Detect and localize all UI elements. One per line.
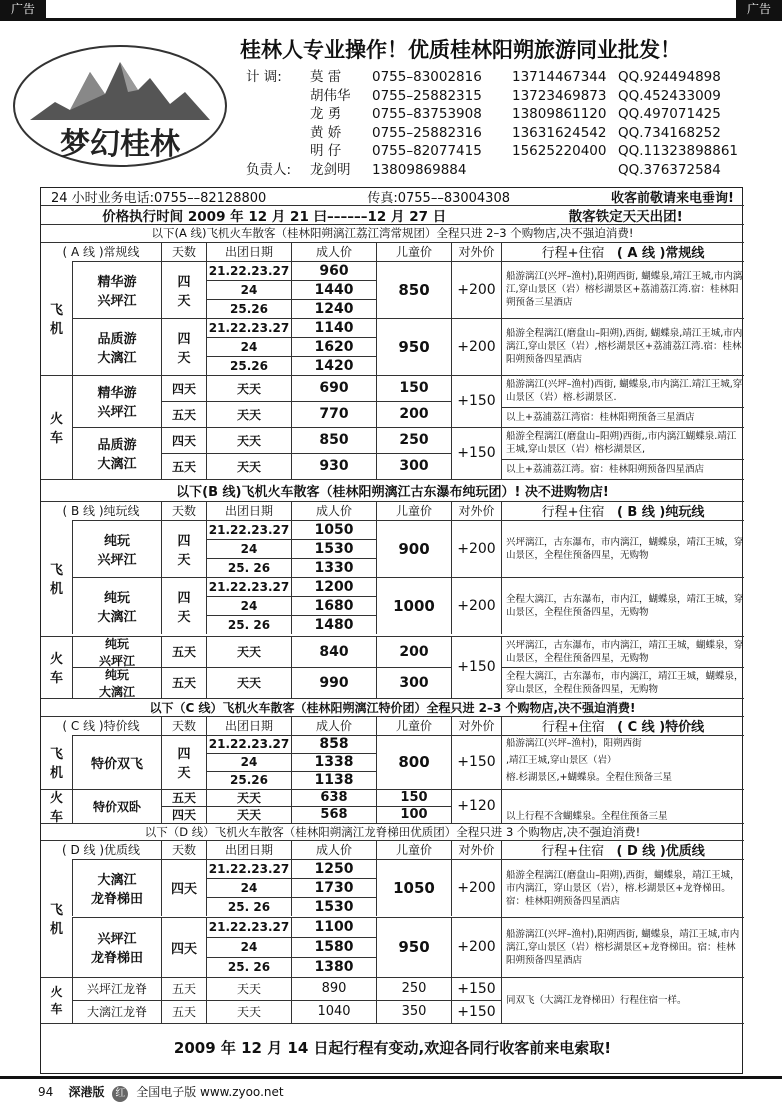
grid-line (206, 280, 376, 281)
route-days: 五天 (161, 977, 206, 1000)
contact-qq: QQ.376372584 (618, 161, 721, 178)
col-header-adult: 成人价 (291, 840, 376, 859)
adult-price: 1420 (291, 356, 376, 375)
col-header-start: 出团日期 (206, 242, 291, 261)
route-name: 大漓江龙脊 (72, 1000, 161, 1023)
external-price: +200 (451, 318, 501, 375)
section-title-a: 以下(A 线)飞机火车散客（桂林阳朔漓江荔江湾常规团）全程只进 2–3 个购物店,决不强迫消费! (151, 226, 634, 240)
transport-train: 火 车 (50, 985, 63, 1016)
route-name: 纯玩 大漓江 (72, 577, 161, 634)
hot-badge: 红 (112, 1086, 128, 1102)
col-header-line: ( D 线 )优质线 (61, 843, 141, 857)
trip-desc: 兴坪漓江，古东瀑布，市内漓江，靖江王城，蝴蝶泉，穿山景区，全程住预备四星，无购物 (501, 636, 744, 667)
info-row-2 (41, 205, 744, 224)
col-header-adult: 成人价 (291, 242, 376, 261)
start-date: 24 (206, 337, 291, 356)
contact-name: 明 仔 (310, 143, 342, 159)
trip-desc: 船游全程漓江(磨盘山–阳朔),西街，蝴蝶泉，靖江王城，市内漓江，穿山景区（岩），榕.杉湖景区+龙脊梯田。宿：桂林阳朔预备四星酒店 (501, 859, 744, 917)
company-logo (10, 42, 230, 170)
section-title-b: 以下(B 线)飞机火车散客（桂林阳朔漓江古东瀑布纯玩团）! 决不进购物店! (176, 484, 609, 500)
contact-qq: QQ.11323898861 (618, 143, 739, 159)
start-date: 天天 (206, 636, 291, 667)
trip-label: 行程+住宿 (541, 844, 605, 859)
trip-label: 行程+住宿 (541, 246, 605, 261)
child-price: 950 (376, 318, 451, 375)
transport-train: 火 车 (49, 791, 63, 823)
col-header-start: 出团日期 (206, 716, 291, 735)
contact-tel: 0755–82077415 (372, 143, 482, 159)
col-header-days: 天数 (161, 716, 206, 735)
start-date: 天天 (206, 789, 291, 806)
route-days: 五天 (161, 401, 206, 427)
col-header-ext: 对外价 (451, 242, 501, 261)
grid-line (72, 427, 744, 428)
site: 全国电子版 www.zyoo.net (136, 1085, 284, 1099)
contact-mobile: 13723469873 (512, 87, 607, 104)
start-date: 21.22.23.27 (206, 735, 291, 753)
adult-price: 1330 (291, 558, 376, 577)
route-name: 特价双卧 (72, 789, 161, 823)
start-date: 21.22.23.27 (206, 917, 291, 937)
route-days: 五天 (161, 789, 206, 806)
price-period: 价格执行时间 2009 年 12 月 21 曰––––––12 月 27 日 (102, 208, 447, 224)
adult-price: 1200 (291, 577, 376, 596)
col-header-line: ( C 线 )特价线 (62, 719, 140, 733)
grid-line (501, 667, 744, 668)
price-sheet (40, 187, 743, 1074)
route-name: 品质游 大漓江 (72, 427, 161, 479)
trip-line-label: ( A 线 )常规线 (616, 246, 705, 261)
external-price: +150 (451, 735, 501, 789)
adult-price: 1440 (291, 280, 376, 299)
child-price: 100 (376, 806, 451, 823)
external-price: +150 (451, 636, 501, 698)
adult-price: 770 (291, 401, 376, 427)
grid-line (41, 716, 744, 717)
grid-line (161, 453, 451, 454)
transport-plane: 飞 机 (49, 303, 63, 337)
route-days: 四天 (161, 917, 206, 977)
start-date: 25.26 (206, 299, 291, 318)
grid-line (41, 840, 744, 841)
route-name: 兴坪江龙脊 (72, 977, 161, 1000)
trip-line: 榕.杉湖景区,+蝴蝶泉。全程住预备三星 (506, 772, 672, 783)
route-days: 四天 (161, 427, 206, 453)
trip-label: 行程+住宿 (541, 505, 605, 520)
grid-line (41, 242, 744, 243)
contact-mobile: 13714467344 (512, 69, 607, 85)
start-date: 天天 (206, 375, 291, 401)
start-date: 天天 (206, 401, 291, 427)
adult-price: 638 (291, 789, 376, 806)
top-rule (0, 18, 782, 21)
start-date: 25. 26 (206, 615, 291, 634)
adult-price: 1040 (291, 1000, 376, 1023)
start-date: 21.22.23.27 (206, 577, 291, 596)
transport-plane: 飞 机 (49, 747, 63, 781)
adult-price: 930 (291, 453, 376, 479)
adult-price: 1338 (291, 753, 376, 771)
child-price: 150 (376, 789, 451, 806)
external-price: +150 (451, 977, 501, 1000)
start-date: 21.22.23.27 (206, 261, 291, 280)
grid-line (72, 667, 451, 668)
adult-price: 858 (291, 735, 376, 753)
external-price: +200 (451, 520, 501, 577)
col-header-line: ( B 线 )纯玩线 (62, 504, 140, 518)
trip-desc: 全程大漓江，古东瀑布，市内江，蝴蝶泉，靖江王城，穿山景区，全程住预备四星，无购物 (501, 577, 744, 634)
adult-price: 1380 (291, 957, 376, 977)
route-name: 纯玩 兴坪江 (72, 520, 161, 577)
trip-line-label: ( B 线 )纯玩线 (616, 505, 705, 520)
trip-line-label: ( C 线 )特价线 (617, 720, 705, 735)
col-header-start: 出团日期 (206, 501, 291, 520)
contact-name: 胡伟华 (310, 87, 351, 104)
closing-note: 2009 年 12 月 14 日起行程有变动,欢迎各同行收客前来电索取! (173, 1039, 612, 1057)
adult-price: 1050 (291, 520, 376, 539)
fax: 传真:0755––83004308 (367, 191, 510, 205)
start-date: 24 (206, 596, 291, 615)
start-date: 21.22.23.27 (206, 859, 291, 878)
start-date: 21.22.23.27 (206, 318, 291, 337)
trip-label: 行程+住宿 (541, 720, 605, 735)
start-date: 25.26 (206, 771, 291, 789)
col-header-trip (501, 501, 744, 520)
call-note: 收客前敬请来电垂询! (611, 191, 734, 205)
adult-price: 1620 (291, 337, 376, 356)
trip-desc: 船游全程漓江(磨盘山–阳朔)西街,,市内漓江蝴蝶泉.靖江王城,穿山景区（岩）榕杉湖景区, (501, 427, 744, 459)
col-header-days: 天数 (161, 242, 206, 261)
start-date: 天天 (206, 977, 291, 1000)
start-date: 24 (206, 280, 291, 299)
route-name: 纯玩 兴坪江 (72, 636, 161, 667)
contact-tel: 13809869884 (372, 161, 467, 178)
child-price: 950 (376, 917, 451, 977)
adult-price: 1140 (291, 318, 376, 337)
child-price: 900 (376, 520, 451, 577)
trip-desc: 船游漓江(兴坪–渔村),阳朔西街, 蝴蝶泉，靖江王城,市内漓江,穿山景区（岩）榕杉湖景区+龙脊梯田。宿：桂林阳朔预备四星酒店 (501, 917, 744, 977)
start-date: 25. 26 (206, 897, 291, 916)
col-header-adult: 成人价 (291, 501, 376, 520)
trip-desc: 船游全程漓江(磨盘山–阳朔),西街, 蝴蝶泉,靖江王城,市内漓江,穿山景区（岩）,榕杉湖景区+荔浦荔江湾.宿：桂林阳朔预备四星酒店 (501, 318, 744, 375)
grid-line (206, 299, 376, 300)
contact-name: 龙剑明 (310, 161, 351, 178)
contact-tel: 0755–83002816 (372, 69, 482, 85)
route-name: 大漓江 龙脊梯田 (72, 859, 161, 916)
col-header-ext: 对外价 (451, 501, 501, 520)
grid-line (41, 501, 744, 502)
grid-line (206, 771, 376, 772)
col-header-line: ( A 线 )常规线 (62, 245, 140, 259)
adult-price: 568 (291, 806, 376, 823)
start-date: 24 (206, 539, 291, 558)
child-price: 1050 (376, 859, 451, 916)
adult-price: 960 (291, 261, 376, 280)
adult-price: 1240 (291, 299, 376, 318)
contact-qq: QQ.924494898 (618, 69, 721, 85)
trip-desc (501, 735, 744, 789)
adult-price: 840 (291, 636, 376, 667)
contact-qq: QQ.497071425 (618, 106, 721, 122)
grid-line (206, 937, 376, 938)
col-header-start: 出团日期 (206, 840, 291, 859)
grid-line (161, 806, 451, 807)
contact-mobile: 13631624542 (512, 124, 607, 141)
trip-desc: 船游漓江(兴坪–渔村),阳朔西街, 蝴蝶泉,靖江王城,市内漓江,穿山景区（岩）榕杉湖景区+荔浦荔江湾.宿：桂林阳朔预备三星酒店 (501, 261, 744, 318)
start-date: 天天 (206, 453, 291, 479)
grid-line (206, 539, 376, 540)
grid-line (206, 356, 376, 357)
route-days: 四 天 (161, 261, 206, 318)
route-days: 四 天 (161, 577, 206, 634)
route-name: 兴坪江 龙脊梯田 (72, 917, 161, 977)
section-title-d: 以下（D 线）飞机火车散客（桂林阳朔漓江龙脊梯田优质团）全程只进 3 个购物店,决不强迫消费! (144, 824, 641, 839)
external-price: +200 (451, 261, 501, 318)
trip-desc: 船游漓江(兴坪–渔村)西街, 蝴蝶泉,市内漓江.靖江王城,穿山景区（岩）榕.杉湖景区. (501, 375, 744, 407)
contact-role: 计 调: (246, 69, 282, 85)
route-days: 四天 (161, 806, 206, 823)
child-price: 300 (376, 453, 451, 479)
child-price: 350 (376, 1000, 451, 1023)
page-number: 94 (38, 1085, 54, 1099)
grid-line (206, 753, 376, 754)
daily-note: 散客铁定天天出团! (568, 208, 683, 224)
start-date: 24 (206, 753, 291, 771)
hotline: 24 小时业务电话:0755––82128800 (51, 191, 267, 205)
route-days: 四 天 (161, 520, 206, 577)
transport-plane: 飞 机 (49, 903, 63, 937)
start-date: 天天 (206, 667, 291, 698)
grid-line (161, 401, 451, 402)
col-header-trip (501, 242, 744, 261)
external-price: +150 (451, 427, 501, 479)
start-date: 天天 (206, 427, 291, 453)
adult-price: 690 (291, 375, 376, 401)
child-price: 150 (376, 375, 451, 401)
route-name: 特价双飞 (72, 735, 161, 789)
route-name: 精华游 兴坪江 (72, 261, 161, 318)
child-price: 200 (376, 401, 451, 427)
external-price: +150 (451, 375, 501, 427)
trip-line-label: ( D 线 )优质线 (616, 844, 705, 859)
contact-mobile: 15625220400 (512, 143, 607, 159)
adult-price: 1680 (291, 596, 376, 615)
grid-line (206, 897, 376, 898)
adult-price: 1530 (291, 539, 376, 558)
start-date: 天天 (206, 1000, 291, 1023)
adult-price: 990 (291, 667, 376, 698)
external-price: +200 (451, 917, 501, 977)
route-days: 四 天 (161, 735, 206, 789)
trip-desc: 全程大漓江，古东瀑布，市内漓江，靖江王城，蝴蝶泉，穿山景区，全程住预备四星，无购物 (501, 667, 744, 698)
route-days: 四天 (161, 375, 206, 401)
external-price: +120 (451, 789, 501, 823)
trip-desc: 以上+荔浦荔江湾宿：桂林阳朔预备三星酒店 (501, 407, 744, 427)
adult-price: 1730 (291, 878, 376, 897)
contact-role: 负责人: (246, 161, 292, 178)
external-price: +200 (451, 577, 501, 634)
adult-price: 1480 (291, 615, 376, 634)
transport-train: 火 车 (49, 652, 63, 686)
route-days: 五天 (161, 1000, 206, 1023)
adult-price: 850 (291, 427, 376, 453)
contact-mobile: 13809861120 (512, 106, 607, 122)
col-header-child: 儿童价 (376, 242, 451, 261)
trip-desc: 以上行程不含蝴蝶泉。全程住预备三星 (501, 789, 744, 823)
start-date: 25. 26 (206, 558, 291, 577)
child-price: 850 (376, 261, 451, 318)
col-header-trip (501, 840, 744, 859)
grid-line (72, 1000, 501, 1001)
col-header-trip (501, 716, 744, 735)
start-date: 24 (206, 878, 291, 897)
contact-name: 黄 娇 (310, 124, 342, 141)
col-header-ext: 对外价 (451, 840, 501, 859)
trip-desc: 以上+荔浦荔江湾。宿：桂林阳朔预备四星酒店 (501, 459, 744, 479)
col-header-days: 天数 (161, 840, 206, 859)
adult-price: 1530 (291, 897, 376, 916)
ad-tag-left: 广告 (0, 0, 46, 18)
ad-tag-right: 广告 (736, 0, 782, 18)
start-date: 25.26 (206, 356, 291, 375)
section-title-c: 以下（C 线）飞机火车散客（桂林阳朔漓江特价团）全程只进 2–3 个购物店,决不强迫消费! (149, 700, 636, 715)
col-header-adult: 成人价 (291, 716, 376, 735)
grid-line (501, 459, 744, 460)
transport-train: 火 车 (49, 412, 63, 446)
contact-name: 龙 勇 (310, 106, 342, 122)
transport-plane: 飞 机 (49, 563, 63, 597)
trip-desc: 同双飞（大漓江龙脊梯田）行程住宿一样。 (501, 977, 744, 1023)
trip-line: ,靖江王城,穿山景区（岩） (506, 755, 617, 766)
child-price: 300 (376, 667, 451, 698)
contact-qq: QQ.734168252 (618, 124, 721, 141)
col-header-child: 儿童价 (376, 501, 451, 520)
grid-line (206, 596, 376, 597)
adult-price: 1250 (291, 859, 376, 878)
grid-line (501, 407, 744, 408)
start-date: 天天 (206, 806, 291, 823)
trip-desc: 兴坪漓江，古东瀑布，市内漓江，蝴蝶泉，靖江王城，穿山景区，全程住预备四星，无购物 (501, 520, 744, 577)
child-price: 1000 (376, 577, 451, 634)
adult-price: 1100 (291, 917, 376, 937)
start-date: 21.22.23.27 (206, 520, 291, 539)
grid-line (206, 615, 376, 616)
trip-line: 船游漓江(兴坪–渔村)，阳朔西街 (506, 738, 642, 749)
route-days: 四 天 (161, 318, 206, 375)
contact-name: 莫 雷 (310, 69, 342, 85)
route-days: 五天 (161, 667, 206, 698)
col-header-child: 儿童价 (376, 716, 451, 735)
grid-line (206, 337, 376, 338)
adult-price: 1138 (291, 771, 376, 789)
grid-line (206, 878, 376, 879)
page-footer (38, 1083, 284, 1102)
adult-price: 890 (291, 977, 376, 1000)
grid-line (206, 558, 376, 559)
contact-tel: 0755–83753908 (372, 106, 482, 122)
logo-text: 梦幻桂林 (60, 127, 180, 162)
route-days: 四天 (161, 859, 206, 916)
external-price: +200 (451, 859, 501, 916)
child-price: 250 (376, 427, 451, 453)
start-date: 24 (206, 937, 291, 957)
route-name: 精华游 兴坪江 (72, 375, 161, 427)
child-price: 250 (376, 977, 451, 1000)
external-price: +150 (451, 1000, 501, 1023)
route-name: 品质游 大漓江 (72, 318, 161, 375)
child-price: 800 (376, 735, 451, 789)
contact-tel: 0755–25882315 (372, 87, 482, 104)
grid-line (206, 957, 376, 958)
headline: 桂林人专业操作！优质桂林阳朔旅游同业批发！ (240, 38, 681, 62)
route-name: 纯玩 大漓江 (72, 667, 161, 698)
grid-line (41, 375, 744, 376)
col-header-days: 天数 (161, 501, 206, 520)
child-price: 200 (376, 636, 451, 667)
col-header-ext: 对外价 (451, 716, 501, 735)
route-days: 五天 (161, 453, 206, 479)
start-date: 25. 26 (206, 957, 291, 977)
contact-tel: 0755–25882316 (372, 124, 482, 141)
adult-price: 1580 (291, 937, 376, 957)
bottom-rule (0, 1076, 782, 1079)
route-days: 五天 (161, 636, 206, 667)
edition: 深港版 (68, 1085, 105, 1099)
contact-qq: QQ.452433009 (618, 87, 721, 104)
col-header-child: 儿童价 (376, 840, 451, 859)
info-row-1 (41, 188, 744, 205)
